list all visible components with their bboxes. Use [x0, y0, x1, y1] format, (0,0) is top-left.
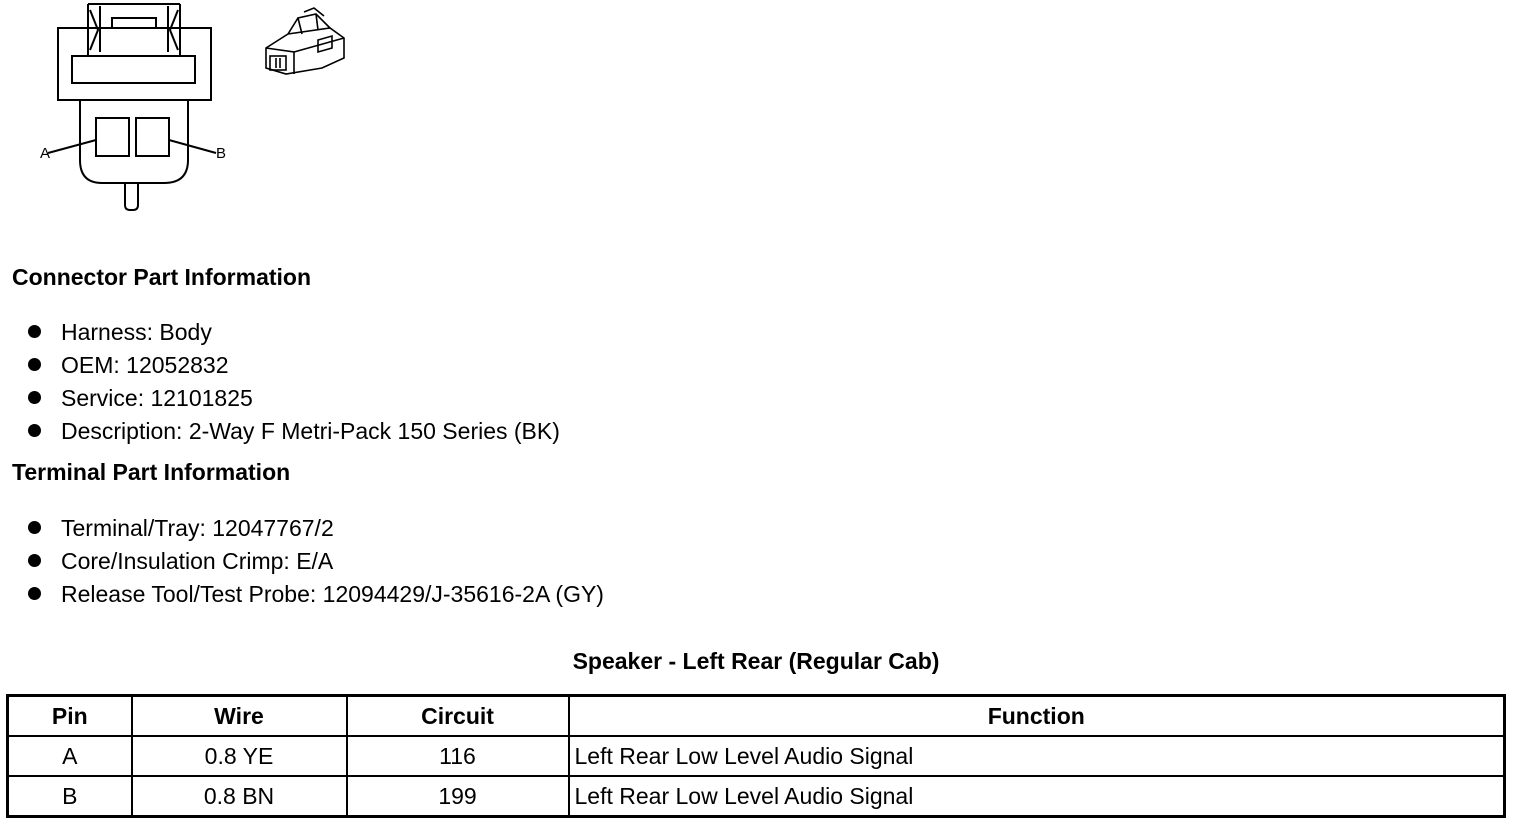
- terminal-part-heading: Terminal Part Information: [12, 459, 291, 485]
- list-item: [28, 512, 604, 545]
- cell-function: Left Rear Low Level Audio Signal: [569, 776, 1505, 817]
- header-circuit: Circuit: [347, 696, 569, 737]
- connector-thumbnail: [258, 4, 348, 88]
- header-pin: Pin: [8, 696, 132, 737]
- header-wire: Wire: [132, 696, 347, 737]
- oem-text: OEM: 12052832: [61, 352, 229, 378]
- header-function: Function: [569, 696, 1505, 737]
- cell-pin: B: [8, 776, 132, 817]
- description-text: Description: 2-Way F Metri-Pack 150 Series (BK): [61, 418, 560, 444]
- bullet-icon: [28, 521, 41, 534]
- list-item: [28, 316, 560, 349]
- bullet-icon: [28, 358, 41, 371]
- cell-pin: A: [8, 736, 132, 776]
- bullet-icon: [28, 424, 41, 437]
- terminal-tray-text: Terminal/Tray: 12047767/2: [61, 515, 334, 541]
- cell-wire: 0.8 BN: [132, 776, 347, 817]
- list-item: [28, 349, 560, 382]
- table-title: Speaker - Left Rear (Regular Cab): [572, 648, 940, 674]
- release-tool-text: Release Tool/Test Probe: 12094429/J-35616-2A (GY): [61, 581, 604, 607]
- pin-label-a: A: [40, 145, 51, 162]
- bullet-icon: [28, 554, 41, 567]
- table-header-row: [8, 696, 1505, 737]
- harness-text: Harness: Body: [61, 319, 212, 345]
- bullet-icon: [28, 325, 41, 338]
- connector-part-list: [28, 316, 560, 448]
- cell-wire: 0.8 YE: [132, 736, 347, 776]
- pinout-table: [6, 694, 1506, 818]
- cell-circuit: 116: [347, 736, 569, 776]
- list-item: [28, 578, 604, 611]
- bullet-icon: [28, 587, 41, 600]
- table-row: [8, 776, 1505, 817]
- list-item: [28, 415, 560, 448]
- cell-circuit: 199: [347, 776, 569, 817]
- connector-part-heading: Connector Part Information: [12, 264, 312, 290]
- cell-function: Left Rear Low Level Audio Signal: [569, 736, 1505, 776]
- crimp-text: Core/Insulation Crimp: E/A: [61, 548, 334, 574]
- pin-label-b: B: [216, 145, 227, 162]
- service-text: Service: 12101825: [61, 385, 253, 411]
- table-row: [8, 736, 1505, 776]
- list-item: [28, 545, 604, 578]
- bullet-icon: [28, 391, 41, 404]
- list-item: [28, 382, 560, 415]
- terminal-part-list: [28, 512, 604, 611]
- connector-diagram: [30, 0, 250, 215]
